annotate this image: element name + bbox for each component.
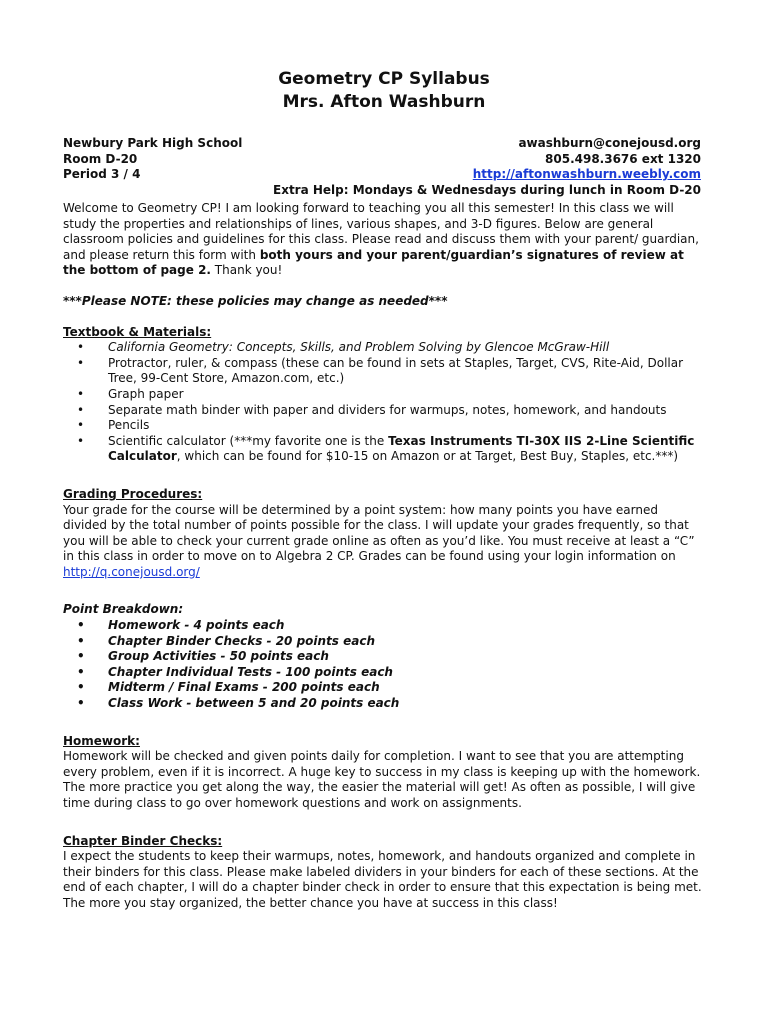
school-info	[63, 136, 242, 183]
grading-heading: Grading Procedures:	[63, 486, 203, 501]
list-item: • Protractor, ruler, & compass (these can be found in sets at Staples, Target, CVS, Rite-Aid, Dollar Tree, 99-Cent Store, Amazon.com, etc.)	[108, 356, 705, 387]
point-breakdown-heading: Point Breakdown:	[63, 602, 184, 617]
intro-text: Welcome to Geometry CP! I am looking forward to teaching you all this semester! In this class we will study the properties and relationships of lines, various shapes, and 3-D figures. Below are general classroom policies and guidelines for this class. Please read and discuss them with your parent/ guardian, and please return this form with	[63, 201, 699, 262]
textbook-heading: Textbook & Materials:	[63, 324, 212, 339]
grading-text: Your grade for the course will be determined by a point system: how many points you have earned divided by the total number of points possible for the class. I will update your grades frequently, so that you will be able to check your current grade online as often as you’d like. You must receive at least a “C” in this class in order to move on to Algebra 2 CP. Grades can be found using your login information on	[63, 502, 695, 564]
materials-list	[63, 340, 705, 465]
grading-paragraph	[63, 503, 705, 581]
policy-note: ***Please NOTE: these policies may change as needed***	[63, 293, 448, 308]
title-course: Geometry CP Syllabus	[278, 69, 490, 89]
point-breakdown-list	[63, 618, 705, 712]
contact-info	[273, 136, 701, 198]
extra-help: Extra Help: Mondays & Wednesdays during lunch in Room D-20	[273, 182, 701, 197]
school-name: Newbury Park High School	[63, 136, 243, 150]
intro-signature-request: both yours and your parent/guardian’s signatures of review at the bottom of page 2.	[63, 247, 684, 278]
list-item: • Chapter Individual Tests - 100 points each	[108, 665, 705, 681]
class-period: Period 3 / 4	[63, 167, 141, 181]
calculator-pre: Scientific calculator (***my favorite one is the	[108, 433, 389, 448]
syllabus-page	[63, 68, 705, 912]
grades-portal-link[interactable]: http://q.conejousd.org/	[63, 564, 200, 579]
list-item: • California Geometry: Concepts, Skills, and Problem Solving by Glencoe McGraw-Hill	[108, 340, 705, 356]
title-teacher: Mrs. Afton Washburn	[282, 92, 486, 112]
list-item: • Separate math binder with paper and dividers for warmups, notes, homework, and handouts	[108, 403, 705, 419]
binder-paragraph: I expect the students to keep their warmups, notes, homework, and handouts organized and complete in their binders for this class. Please make labeled dividers in your binders for each of these sections. At the end of each chapter, I will do a chapter binder check in order to ensure that this expectation is being met. The more you stay organized, the better chance you have at success in this class!	[63, 849, 702, 910]
list-item: • Group Activities - 50 points each	[108, 649, 705, 665]
list-item: • Graph paper	[108, 387, 705, 403]
website-link[interactable]: http://aftonwashburn.weebly.com	[472, 167, 701, 181]
list-item: • Homework - 4 points each	[108, 618, 705, 634]
teacher-email[interactable]: awashburn@conejousd.org	[518, 136, 701, 150]
list-item-calculator	[108, 434, 705, 465]
calculator-model: Texas Instruments TI-30X IIS 2-Line Scientific Calculator	[108, 433, 695, 464]
intro-end: Thank you!	[210, 263, 283, 278]
intro-paragraph	[63, 201, 705, 279]
list-item: • Chapter Binder Checks - 20 points each	[108, 634, 705, 650]
homework-heading: Homework:	[63, 733, 140, 748]
document-title	[63, 68, 705, 114]
room-number: Room D-20	[63, 151, 138, 166]
teacher-phone: 805.498.3676 ext 1320	[545, 151, 701, 166]
list-item: • Midterm / Final Exams - 200 points each	[108, 680, 705, 696]
list-item: • Class Work - between 5 and 20 points each	[108, 696, 705, 712]
binder-heading: Chapter Binder Checks:	[63, 833, 223, 848]
contact-header	[63, 136, 705, 198]
calculator-post: , which can be found for $10-15 on Amazon or at Target, Best Buy, Staples, etc.***)	[176, 449, 679, 464]
list-item: • Pencils	[108, 418, 705, 434]
homework-paragraph: Homework will be checked and given points daily for completion. I want to see that you are attempting every problem, even if it is incorrect. A huge key to success in my class is keeping up with the homework. The more practice you get along the way, the easier the material will get! As often as possible, I will give time during class to go over homework questions and work on assignments.	[63, 749, 701, 810]
